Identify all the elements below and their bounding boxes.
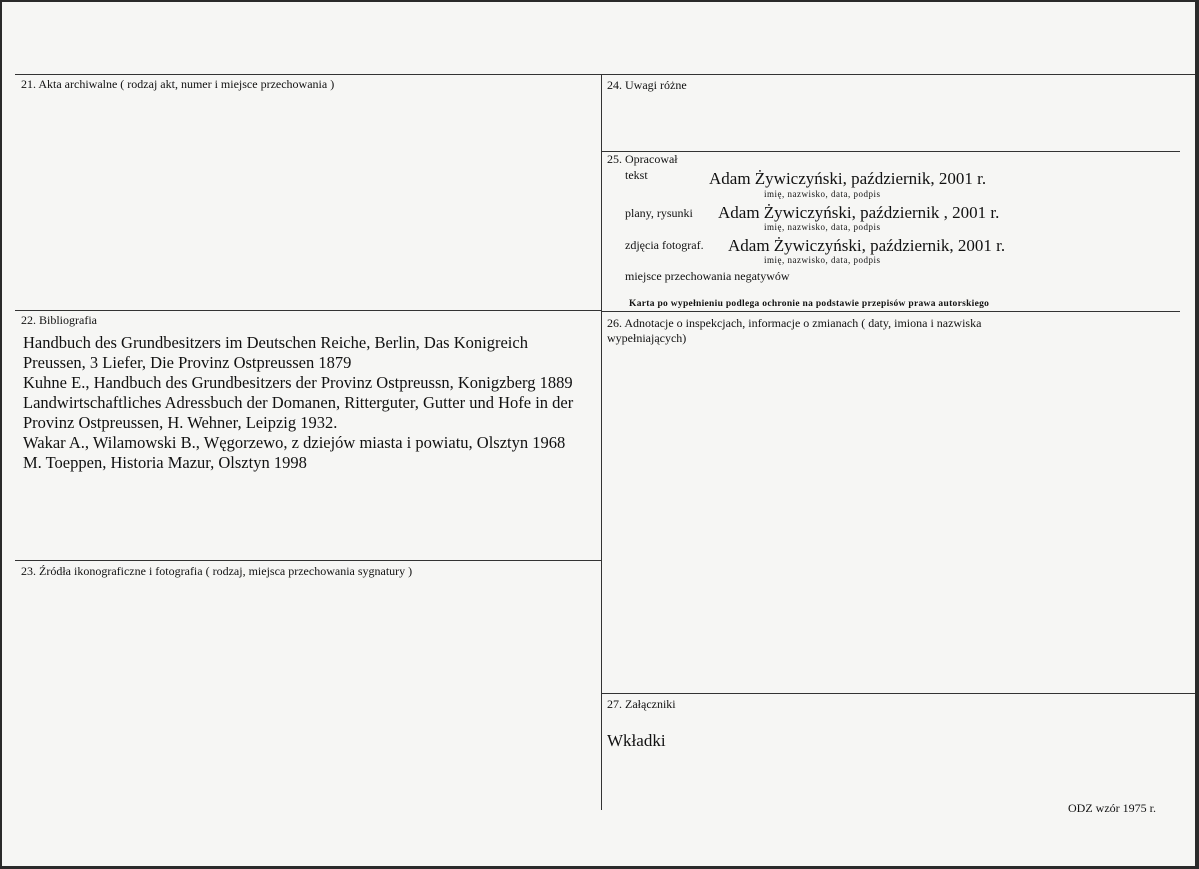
zdjecia-label: zdjęcia fotograf.: [625, 238, 704, 252]
bibliography-entry: Handbuch des Grundbesitzers im Deutschen Reiche, Berlin, Das Konigreich: [23, 333, 528, 352]
divider-22-23: [15, 560, 601, 561]
zdjecia-caption: imię, nazwisko, data, podpis: [764, 255, 881, 265]
divider-24-25: [602, 151, 1180, 152]
bibliography-entry: Landwirtschaftliches Adressbuch der Domanen, Ritterguter, Gutter und Hofe in der: [23, 393, 574, 412]
plany-value: Adam Żywiczyński, październik , 2001 r.: [718, 203, 1000, 222]
section-27-label: 27. Załączniki: [607, 697, 676, 711]
tekst-label: tekst: [625, 168, 648, 182]
tekst-value: Adam Żywiczyński, październik, 2001 r.: [709, 169, 987, 188]
section-25-label: 25. Opracował: [607, 152, 678, 166]
attachments-value: Wkładki: [607, 731, 666, 750]
divider-25-26: [602, 311, 1180, 312]
bibliography-entry: Provinz Ostpreussen, H. Wehner, Leipzig 1932.: [23, 413, 338, 432]
divider-21-22: [15, 310, 601, 311]
section-22-label: 22. Bibliografia: [21, 313, 97, 327]
bibliography-list: [23, 333, 603, 473]
negatives-label: miejsce przechowania negatywów: [625, 269, 790, 283]
plany-caption: imię, nazwisko, data, podpis: [764, 222, 881, 232]
section-21-label: 21. Akta archiwalne ( rodzaj akt, numer i miejsce przechowania ): [21, 77, 335, 91]
section-26-label-line2: wypełniających): [607, 331, 687, 345]
plany-label: plany, rysunki: [625, 206, 693, 220]
bibliography-entry: M. Toeppen, Historia Mazur, Olsztyn 1998: [23, 453, 307, 472]
divider-26-27: [602, 693, 1195, 694]
bibliography-entry: Wakar A., Wilamowski B., Węgorzewo, z dziejów miasta i powiatu, Olsztyn 1968: [23, 433, 566, 452]
section-24-label: 24. Uwagi różne: [607, 78, 687, 92]
bibliography-entry: Preussen, 3 Liefer, Die Provinz Ostpreussen 1879: [23, 353, 352, 372]
bibliography-entry: Kuhne E., Handbuch des Grundbesitzers der Provinz Ostpreussn, Konigzberg 1889: [23, 373, 573, 392]
section-23-label: 23. Źródła ikonograficzne i fotografia ( rodzaj, miejsca przechowania sygnatury ): [21, 564, 413, 578]
zdjecia-value: Adam Żywiczyński, październik, 2001 r.: [728, 236, 1006, 255]
tekst-caption: imię, nazwisko, data, podpis: [764, 189, 881, 199]
section-26-label-line1: 26. Adnotacje o inspekcjach, informacje o zmianach ( daty, imiona i nazwiska: [607, 316, 982, 330]
copyright-notice: Karta po wypełnieniu podlega ochronie na podstawie przepisów prawa autorskiego: [629, 299, 990, 309]
record-card: [2, 2, 1195, 866]
divider-top: [15, 74, 1195, 75]
form-id: ODZ wzór 1975 r.: [1068, 801, 1156, 815]
